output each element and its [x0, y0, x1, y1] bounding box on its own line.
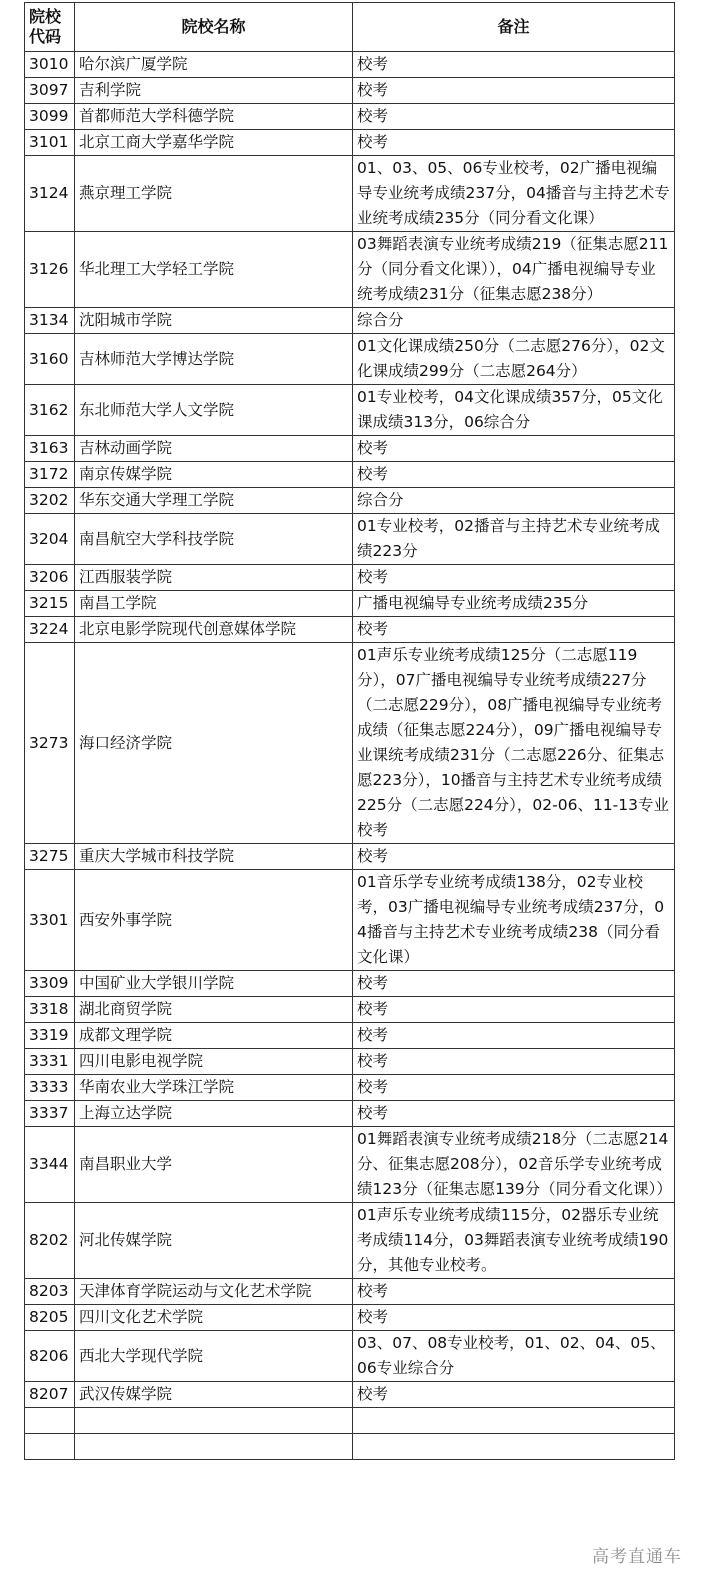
cell-note: 校考 — [353, 1075, 675, 1101]
table-row — [25, 514, 675, 565]
cell-code: 3331 — [25, 1049, 75, 1075]
cell-note: 校考 — [353, 52, 675, 78]
cell-code: 3202 — [25, 488, 75, 514]
table-row — [25, 1023, 675, 1049]
cell-name: 西安外事学院 — [75, 870, 353, 971]
table-row — [25, 591, 675, 617]
table-row — [25, 436, 675, 462]
empty-cell — [75, 1434, 353, 1460]
table-row — [25, 1279, 675, 1305]
table-row — [25, 130, 675, 156]
cell-note: 校考 — [353, 1382, 675, 1408]
cell-name: 哈尔滨广厦学院 — [75, 52, 353, 78]
watermark-text: 高考直通车 — [592, 1547, 682, 1567]
empty-row — [25, 1408, 675, 1434]
cell-note: 校考 — [353, 462, 675, 488]
table-row — [25, 1305, 675, 1331]
cell-code: 3273 — [25, 643, 75, 844]
cell-note: 03舞蹈表演专业统考成绩219（征集志愿211分（同分看文化课）），04广播电视编导专业统考成绩231分（征集志愿238分） — [353, 232, 675, 308]
cell-note: 校考 — [353, 78, 675, 104]
cell-name: 华东交通大学理工学院 — [75, 488, 353, 514]
cell-code: 3134 — [25, 308, 75, 334]
cell-name: 华北理工大学轻工学院 — [75, 232, 353, 308]
cell-code: 3160 — [25, 334, 75, 385]
cell-name: 河北传媒学院 — [75, 1203, 353, 1279]
header-name: 院校名称 — [75, 3, 353, 52]
cell-note: 综合分 — [353, 488, 675, 514]
cell-note: 03、07、08专业校考，01、02、04、05、06专业综合分 — [353, 1331, 675, 1382]
table-row — [25, 385, 675, 436]
cell-note: 01舞蹈表演专业统考成绩218分（二志愿214分、征集志愿208分），02音乐学专业统考成绩123分（征集志愿139分（同分看文化课）） — [353, 1127, 675, 1203]
cell-note: 校考 — [353, 617, 675, 643]
table-row — [25, 997, 675, 1023]
cell-code: 3337 — [25, 1101, 75, 1127]
header-code: 院校代码 — [25, 3, 75, 52]
empty-cell — [353, 1408, 675, 1434]
table-row — [25, 308, 675, 334]
cell-name: 西北大学现代学院 — [75, 1331, 353, 1382]
cell-code: 3101 — [25, 130, 75, 156]
cell-name: 四川电影电视学院 — [75, 1049, 353, 1075]
cell-code: 3333 — [25, 1075, 75, 1101]
table-body — [25, 52, 675, 1460]
cell-name: 江西服装学院 — [75, 565, 353, 591]
cell-code: 3163 — [25, 436, 75, 462]
cell-note: 01专业校考，04文化课成绩357分，05文化课成绩313分，06综合分 — [353, 385, 675, 436]
table-row — [25, 870, 675, 971]
admission-table — [24, 2, 675, 1460]
cell-code: 3099 — [25, 104, 75, 130]
cell-code: 3275 — [25, 844, 75, 870]
cell-code: 3206 — [25, 565, 75, 591]
cell-code: 3010 — [25, 52, 75, 78]
cell-code: 3162 — [25, 385, 75, 436]
cell-code: 3309 — [25, 971, 75, 997]
empty-row — [25, 1434, 675, 1460]
cell-code: 8202 — [25, 1203, 75, 1279]
cell-code: 3301 — [25, 870, 75, 971]
table-row — [25, 232, 675, 308]
cell-name: 吉林师范大学博达学院 — [75, 334, 353, 385]
table-row — [25, 1075, 675, 1101]
empty-cell — [353, 1434, 675, 1460]
cell-note: 广播电视编导专业统考成绩235分 — [353, 591, 675, 617]
table-row — [25, 78, 675, 104]
cell-name: 首都师范大学科德学院 — [75, 104, 353, 130]
cell-name: 华南农业大学珠江学院 — [75, 1075, 353, 1101]
cell-code: 8207 — [25, 1382, 75, 1408]
cell-code: 3215 — [25, 591, 75, 617]
header-note: 备注 — [353, 3, 675, 52]
table-row — [25, 617, 675, 643]
cell-note: 01声乐专业统考成绩125分（二志愿119分），07广播电视编导专业统考成绩227分（二志愿229分），08广播电视编导专业统考成绩（征集志愿224分），09广播电视编导专业课统考成绩231分（二志愿226分、征集志愿223分），10播音与主持艺术专业统考成绩225分（二志愿224分），02-06、11-13专业校考 — [353, 643, 675, 844]
empty-cell — [75, 1408, 353, 1434]
cell-note: 01文化课成绩250分（二志愿276分），02文化课成绩299分（二志愿264分） — [353, 334, 675, 385]
cell-name: 武汉传媒学院 — [75, 1382, 353, 1408]
cell-name: 海口经济学院 — [75, 643, 353, 844]
cell-name: 重庆大学城市科技学院 — [75, 844, 353, 870]
cell-name: 吉利学院 — [75, 78, 353, 104]
table-row — [25, 643, 675, 844]
cell-name: 上海立达学院 — [75, 1101, 353, 1127]
table-row — [25, 971, 675, 997]
cell-note: 校考 — [353, 1023, 675, 1049]
table-row — [25, 1203, 675, 1279]
cell-note: 校考 — [353, 971, 675, 997]
cell-name: 四川文化艺术学院 — [75, 1305, 353, 1331]
cell-note: 校考 — [353, 1049, 675, 1075]
cell-note: 校考 — [353, 997, 675, 1023]
table-row — [25, 565, 675, 591]
table-row — [25, 52, 675, 78]
cell-name: 燕京理工学院 — [75, 156, 353, 232]
cell-name: 北京工商大学嘉华学院 — [75, 130, 353, 156]
cell-note: 综合分 — [353, 308, 675, 334]
cell-code: 3126 — [25, 232, 75, 308]
cell-name: 沈阳城市学院 — [75, 308, 353, 334]
cell-code: 3318 — [25, 997, 75, 1023]
table-row — [25, 156, 675, 232]
table-row — [25, 462, 675, 488]
cell-code: 8206 — [25, 1331, 75, 1382]
cell-name: 南昌工学院 — [75, 591, 353, 617]
table-row — [25, 1049, 675, 1075]
table-row — [25, 1127, 675, 1203]
cell-name: 湖北商贸学院 — [75, 997, 353, 1023]
table-row — [25, 844, 675, 870]
cell-code: 3172 — [25, 462, 75, 488]
cell-note: 校考 — [353, 1101, 675, 1127]
cell-name: 南京传媒学院 — [75, 462, 353, 488]
cell-code: 3124 — [25, 156, 75, 232]
cell-name: 中国矿业大学银川学院 — [75, 971, 353, 997]
empty-cell — [25, 1434, 75, 1460]
cell-note: 01声乐专业统考成绩115分，02器乐专业统考成绩114分，03舞蹈表演专业统考成绩190分，其他专业校考。 — [353, 1203, 675, 1279]
cell-note: 01音乐学专业统考成绩138分，02专业校考，03广播电视编导专业统考成绩237分，04播音与主持艺术专业统考成绩238（同分看文化课） — [353, 870, 675, 971]
table-header-row — [25, 3, 675, 52]
cell-note: 01专业校考，02播音与主持艺术专业统考成绩223分 — [353, 514, 675, 565]
cell-name: 吉林动画学院 — [75, 436, 353, 462]
cell-code: 8203 — [25, 1279, 75, 1305]
table-row — [25, 1382, 675, 1408]
cell-name: 天津体育学院运动与文化艺术学院 — [75, 1279, 353, 1305]
cell-name: 成都文理学院 — [75, 1023, 353, 1049]
table-row — [25, 488, 675, 514]
cell-note: 01、03、05、06专业校考，02广播电视编导专业统考成绩237分，04播音与主持艺术专业统考成绩235分（同分看文化课） — [353, 156, 675, 232]
cell-code: 3204 — [25, 514, 75, 565]
cell-name: 南昌航空大学科技学院 — [75, 514, 353, 565]
cell-note: 校考 — [353, 130, 675, 156]
cell-note: 校考 — [353, 436, 675, 462]
table-row — [25, 1101, 675, 1127]
cell-name: 南昌职业大学 — [75, 1127, 353, 1203]
cell-code: 3097 — [25, 78, 75, 104]
cell-note: 校考 — [353, 1279, 675, 1305]
cell-note: 校考 — [353, 844, 675, 870]
cell-note: 校考 — [353, 1305, 675, 1331]
cell-code: 3224 — [25, 617, 75, 643]
cell-name: 东北师范大学人文学院 — [75, 385, 353, 436]
cell-code: 3344 — [25, 1127, 75, 1203]
cell-code: 3319 — [25, 1023, 75, 1049]
table-row — [25, 1331, 675, 1382]
table-row — [25, 104, 675, 130]
table-row — [25, 334, 675, 385]
cell-code: 8205 — [25, 1305, 75, 1331]
cell-name: 北京电影学院现代创意媒体学院 — [75, 617, 353, 643]
cell-note: 校考 — [353, 104, 675, 130]
cell-note: 校考 — [353, 565, 675, 591]
empty-cell — [25, 1408, 75, 1434]
